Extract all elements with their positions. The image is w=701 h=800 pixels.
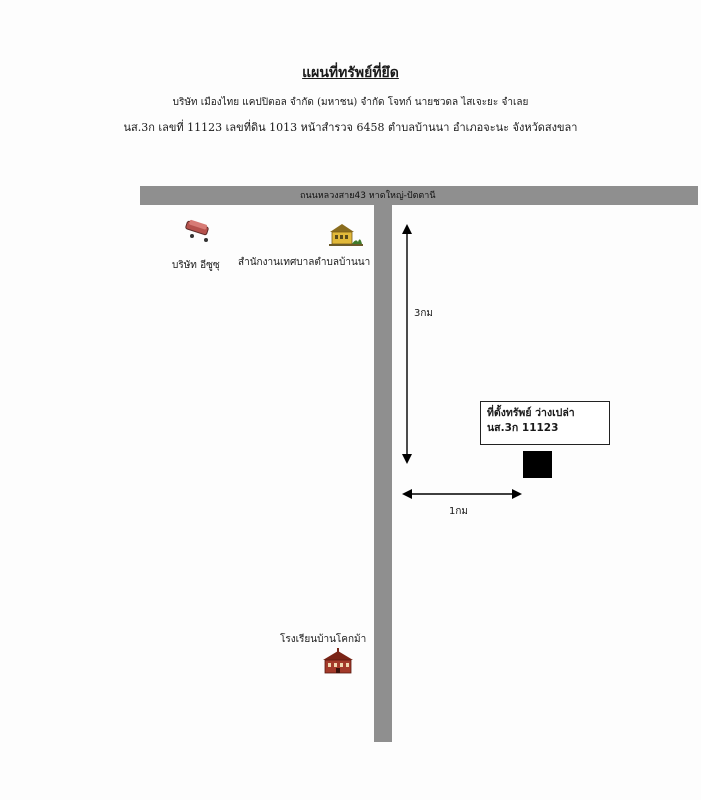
main-road-label: ถนนหลวงสาย43 หาดใหญ่-ปัตตานี <box>300 191 436 201</box>
property-deed-number: นส.3ก 11123 <box>487 422 559 434</box>
distance-arrow-vertical <box>402 224 412 464</box>
deed-info: นส.3ก เลขที่ 11123 เลขที่ดิน 1013 หน้าสำรวจ 6458 ตำบลบ้านนา อำเภอจะนะ จังหวัดสงขลา <box>123 121 578 134</box>
municipal-office-label: สำนักงานเทศบาลตำบลบ้านนา <box>238 257 371 268</box>
property-marker <box>523 451 552 478</box>
case-parties: บริษัท เมืองไทย แคปปิตอล จำกัด (มหาชน) จำกัด โจทก์ นายชวดล ไสเจะยะ จำเลย <box>172 97 529 108</box>
school-icon <box>323 648 353 673</box>
vertical-distance-label: 3กม <box>414 308 434 319</box>
truck-icon <box>185 220 208 242</box>
company-label: บริษัท อีซูซุ <box>172 260 220 271</box>
property-callout <box>480 401 610 445</box>
property-status: ที่ตั้งทรัพย์ ว่างเปล่า <box>487 407 575 419</box>
horizontal-distance-label: 1กม <box>449 506 469 517</box>
page-title: แผนที่ทรัพย์ที่ยึด <box>302 65 399 81</box>
building-icon <box>329 224 363 246</box>
distance-arrow-horizontal <box>402 489 522 499</box>
school-label: โรงเรียนบ้านโคกม้า <box>280 634 367 645</box>
